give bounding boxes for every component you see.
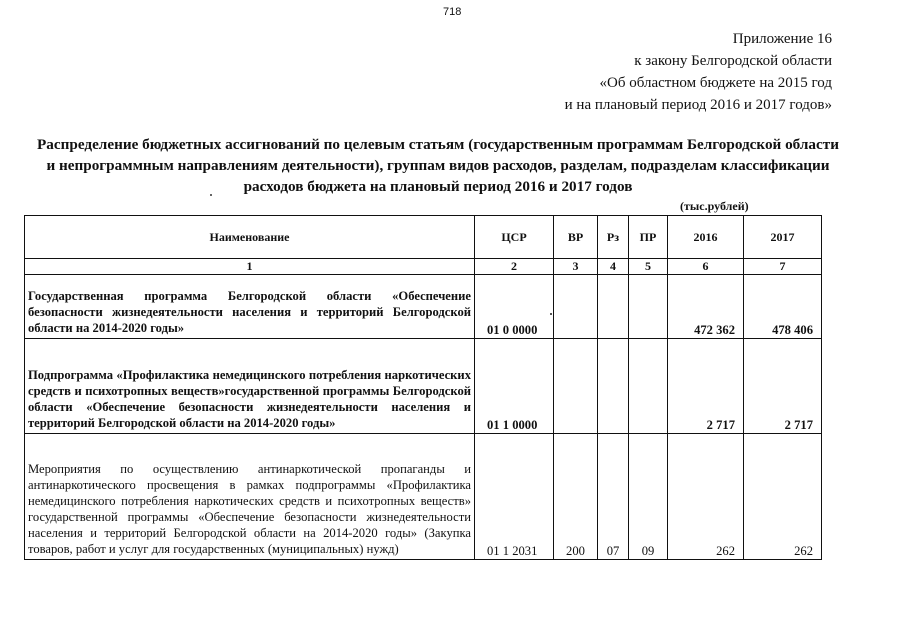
header-name: Наименование [25, 216, 475, 259]
row-rz: 07 [598, 434, 629, 560]
row-rz [598, 275, 629, 339]
row-name: Мероприятия по осуществлению антинаркотической пропаганды и антинаркотического просвещения в рамках подпрограммы «Профилактика немедицинского потребления наркотических средств и психотропных веществ» государственной программы «Обеспечение безопасности жизнедеятельности населения и территорий Белгородской области на 2014-2020 годы» (Закупка товаров, работ и услуг для государственных (муниципальных) нужд) [25, 434, 475, 560]
row-2017: 478 406 [744, 275, 822, 339]
appendix-block [565, 28, 832, 116]
row-name: Подпрограмма «Профилактика немедицинского потребления наркотических средств и психотропных веществ»государственной программы Белгородской области «Обеспечение безопасности жизнедеятельности населения и территорий Белгородской области на 2014-2020 годы» [25, 339, 475, 434]
units-label: (тыс.рублей) [680, 199, 749, 213]
row-csr: 01 0 0000 [475, 275, 554, 339]
column-number: 3 [554, 259, 598, 275]
column-number: 7 [744, 259, 822, 275]
budget-table [24, 215, 822, 560]
header-rz: Рз [598, 216, 629, 259]
column-number-row [25, 259, 822, 275]
header-csr: ЦСР [475, 216, 554, 259]
table-row [25, 339, 822, 434]
row-vr: 200 [554, 434, 598, 560]
page-number: 718 [443, 6, 462, 18]
row-name: Государственная программа Белгородской области «Обеспечение безопасности жизнедеятельности населения и территорий Белгородской области на 2014-2020 годы» [25, 275, 475, 339]
row-2016: 262 [668, 434, 744, 560]
row-2016: 472 362 [668, 275, 744, 339]
row-2017: 262 [744, 434, 822, 560]
table-row [25, 434, 822, 560]
column-number: 2 [475, 259, 554, 275]
row-csr: 01 1 2031 [475, 434, 554, 560]
header-row [25, 216, 822, 259]
table-row [25, 275, 822, 339]
title-line: Распределение бюджетных ассигнований по целевым статьям (государственным программам Белгородской области [37, 136, 839, 153]
row-2016: 2 717 [668, 339, 744, 434]
header-2017: 2017 [744, 216, 822, 259]
row-pr [629, 339, 668, 434]
row-pr: 09 [629, 434, 668, 560]
appendix-line: Приложение 16 [732, 31, 832, 47]
column-number: 4 [598, 259, 629, 275]
title-line: расходов бюджета на плановый период 2016 и 2017 годов [243, 178, 633, 195]
row-vr [554, 275, 598, 339]
row-csr: 01 1 0000 [475, 339, 554, 434]
row-rz [598, 339, 629, 434]
column-number: 5 [629, 259, 668, 275]
appendix-line: «Об областном бюджете на 2015 год [599, 75, 832, 91]
column-number: 1 [25, 259, 475, 275]
scan-speck [550, 313, 552, 315]
row-2017: 2 717 [744, 339, 822, 434]
header-vr: ВР [554, 216, 598, 259]
document-title [28, 134, 848, 197]
title-line: и непрограммным направлениям деятельности), группам видов расходов, разделам, подразделам классификации [46, 157, 830, 174]
appendix-line: и на плановый период 2016 и 2017 годов» [564, 97, 832, 113]
scan-speck [210, 194, 212, 196]
header-pr: ПР [629, 216, 668, 259]
column-number: 6 [668, 259, 744, 275]
appendix-line: к закону Белгородской области [634, 53, 832, 69]
header-2016: 2016 [668, 216, 744, 259]
row-vr [554, 339, 598, 434]
row-pr [629, 275, 668, 339]
